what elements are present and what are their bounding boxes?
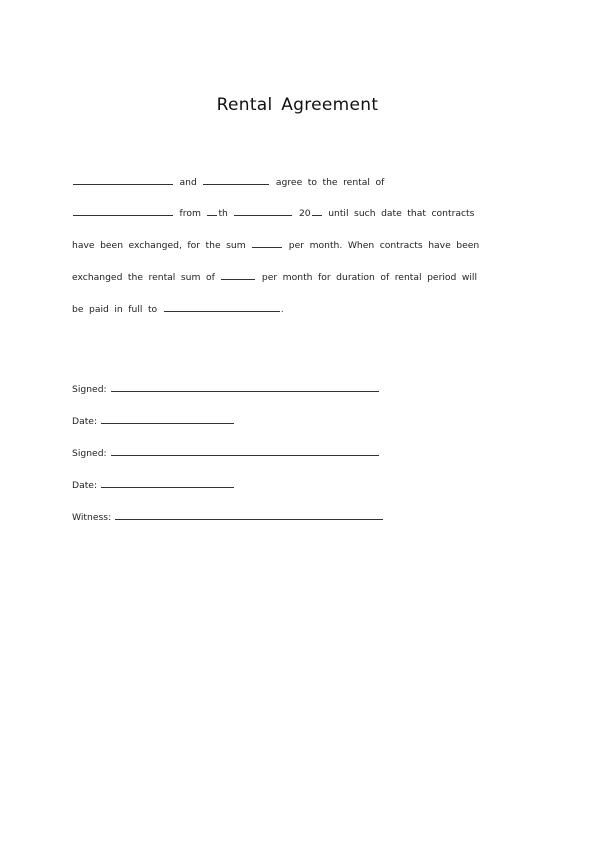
text: per month for duration of rental period will	[261, 272, 478, 283]
date-field-2[interactable]	[101, 479, 234, 488]
blank-sum-2[interactable]	[221, 271, 255, 280]
text: have been exchanged, for the sum	[72, 240, 246, 251]
date-field-1[interactable]	[101, 415, 234, 424]
date-line-1	[72, 415, 235, 427]
date-line-2	[72, 479, 235, 491]
signed-field-1[interactable]	[111, 383, 379, 392]
text: .	[280, 304, 284, 315]
signed-label: Signed:	[72, 448, 107, 459]
paragraph-line-5	[72, 303, 284, 315]
blank-property[interactable]	[73, 207, 173, 216]
blank-party-2[interactable]	[203, 176, 269, 185]
paragraph-line-1	[72, 176, 384, 188]
signed-label: Signed:	[72, 384, 107, 395]
signed-field-2[interactable]	[111, 447, 379, 456]
signed-line-2	[72, 447, 380, 459]
signed-line-1	[72, 383, 380, 395]
text: per month. When contracts have been	[288, 240, 480, 251]
date-label: Date:	[72, 416, 98, 427]
witness-field[interactable]	[115, 511, 383, 520]
blank-party-1[interactable]	[73, 176, 173, 185]
date-label: Date:	[72, 480, 98, 491]
blank-sum-1[interactable]	[252, 239, 282, 248]
text: 20	[298, 208, 311, 219]
paragraph-line-2	[72, 207, 474, 219]
blank-day[interactable]	[207, 207, 217, 216]
text: until such date that contracts	[328, 208, 475, 219]
blank-month[interactable]	[234, 207, 292, 216]
text: from	[179, 208, 201, 219]
text: and	[179, 177, 197, 188]
blank-year[interactable]	[312, 207, 322, 216]
text: be paid in full to	[72, 304, 158, 315]
text: th	[218, 208, 228, 219]
paragraph-line-4	[72, 271, 477, 283]
paragraph-line-3	[72, 239, 479, 251]
blank-payee[interactable]	[164, 303, 280, 312]
witness-line	[72, 511, 384, 523]
witness-label: Witness:	[72, 512, 112, 523]
document-title: Rental Agreement	[216, 95, 379, 115]
text: agree to the rental of	[275, 177, 385, 188]
text: exchanged the rental sum of	[72, 272, 215, 283]
